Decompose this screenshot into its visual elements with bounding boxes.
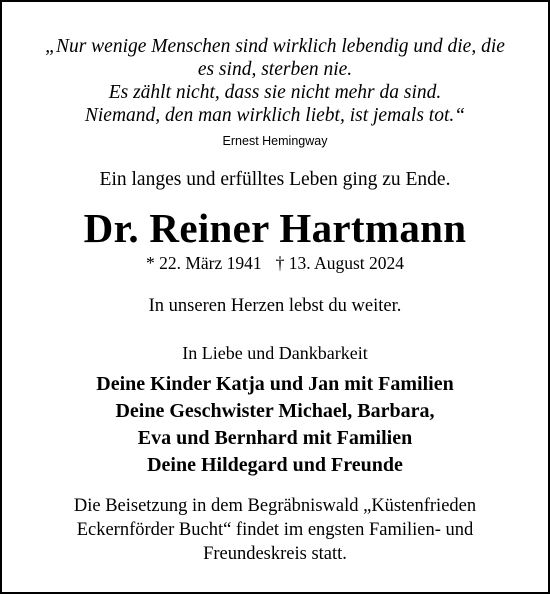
life-dates xyxy=(2,252,548,274)
mourner-line: Eva und Bernhard mit Familien xyxy=(137,427,413,449)
funeral-line-2: Eckernförder Bucht“ findet im engsten Familien- und xyxy=(76,520,474,540)
funeral-info xyxy=(22,494,528,566)
quote-line-1: „Nur wenige Menschen sind wirklich lebendig und die, die xyxy=(45,36,505,57)
deceased-name: Dr. Reiner Hartmann xyxy=(83,205,467,251)
remembrance-line: In unseren Herzen lebst du weiter. xyxy=(148,296,402,316)
funeral-line-1: Die Beisetzung in dem Begräbniswald „Küstenfrieden xyxy=(73,496,477,516)
quote-line-3: Es zählt nicht, dass sie nicht mehr da sind. xyxy=(108,82,442,103)
mourner-line: Deine Hildegard und Freunde xyxy=(147,454,403,476)
intro-text: Ein langes und erfülltes Leben ging zu Ende. xyxy=(99,169,451,190)
mourners-list xyxy=(12,371,538,479)
quote-block xyxy=(22,35,528,127)
death-date: † 13. August 2024 xyxy=(275,253,405,273)
mourner-line: Deine Geschwister Michael, Barbara, xyxy=(115,400,435,422)
birth-date: * 22. März 1941 xyxy=(145,253,262,273)
quote-line-2: es sind, sterben nie. xyxy=(197,59,353,80)
funeral-line-3: Freundeskreis statt. xyxy=(203,544,347,564)
quote-author: Ernest Hemingway xyxy=(222,134,328,148)
quote-line-4: Niemand, den man wirklich liebt, ist jemals tot.“ xyxy=(84,105,466,126)
gratitude-line: In Liebe und Dankbarkeit xyxy=(182,343,368,363)
mourner-line: Deine Kinder Katja und Jan mit Familien xyxy=(96,373,454,395)
